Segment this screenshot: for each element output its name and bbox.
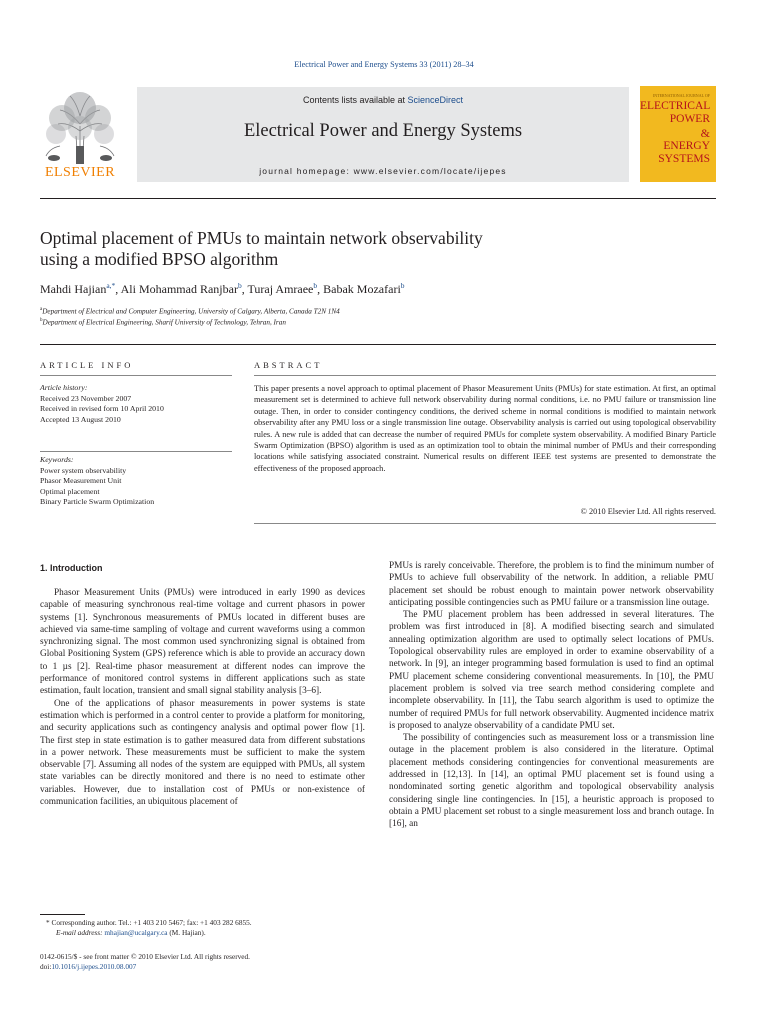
cover-ampersand: & — [700, 126, 710, 140]
affiliation-mark: b — [40, 318, 43, 323]
keywords-block — [40, 455, 230, 508]
email-suffix: (M. Hajian). — [167, 928, 206, 937]
journal-title: Electrical Power and Energy Systems — [243, 121, 523, 141]
author-sep: , — [317, 282, 324, 296]
abstract-heading: ABSTRACT — [254, 360, 323, 370]
paragraph: Phasor Measurement Units (PMUs) were introduced in early 1990 as devices capable of measuring synchronous real-time voltage and current phasors in power systems [1]. Synchronous measurements of PMUs located in different buses are achieved via same-time sampling of voltage and current waveforms using a common synchronizing signal. The most common used synchronizing signal is obtained from Global Positioning System (GPS) reference which is able to provide an accuracy down to 1 µs [2]. Real-time phasor measurement at different nodes can improve the performance of monitored control systems in different applications such as state estimation, fault location, transient and small signal stability analysis [3–6]. — [40, 588, 365, 697]
author-sep: , — [241, 282, 248, 296]
author-name: Mahdi Hajian — [40, 282, 107, 296]
affiliation-a — [40, 307, 340, 315]
meta-divider — [40, 344, 716, 345]
author-sep: , — [115, 282, 121, 296]
paper-title — [40, 228, 680, 270]
publisher-name: ELSEVIER — [44, 165, 116, 180]
article-info-heading: ARTICLE INFO — [40, 360, 134, 370]
cover-subtitle: INTERNATIONAL JOURNAL OF — [652, 93, 710, 98]
keyword: Binary Particle Swarm Optimization — [40, 497, 155, 506]
body-column-left — [40, 587, 365, 808]
journal-citation[interactable]: Electrical Power and Energy Systems 33 (2011) 28–34 — [294, 60, 474, 69]
affiliation-text: Department of Electrical and Computer Engineering, University of Calgary, Alberta, Canada T2N 1N4 — [42, 307, 340, 316]
keywords-label: Keywords: — [40, 455, 74, 464]
paragraph: PMUs is rarely conceivable. Therefore, the problem is to find the minimum number of PMUs to achieve full observability of the network. In addition, a reliable PMU placement set should be robust enough to maintain power network observability anticipating possible contingencies such as PMU failure or a transmission line outage. — [389, 561, 714, 608]
section-heading-introduction: 1. Introduction — [40, 563, 103, 573]
article-info-rule — [40, 375, 232, 376]
abstract-bottom-rule — [254, 523, 716, 524]
received-date: Received 23 November 2007 — [40, 393, 132, 403]
author-name: Babak Mozafari — [323, 282, 401, 296]
contents-line — [137, 95, 629, 105]
keyword: Optimal placement — [40, 486, 100, 496]
copyright-notice: © 2010 Elsevier Ltd. All rights reserved. — [580, 507, 716, 516]
title-line-1: Optimal placement of PMUs to maintain network observability — [40, 228, 483, 248]
article-history — [40, 383, 230, 425]
footnote-email-line — [40, 928, 365, 938]
journal-cover — [640, 86, 716, 182]
affiliation-mark: a — [40, 307, 43, 312]
contents-prefix: Contents lists available at — [302, 95, 408, 105]
cover-word-electrical: ELECTRICAL — [640, 100, 711, 112]
author-affil-mark[interactable]: b — [237, 281, 242, 290]
title-line-2: using a modified BPSO algorithm — [40, 249, 279, 269]
doi-line — [40, 962, 250, 972]
doi-link[interactable]: 10.1016/j.ijepes.2010.08.007 — [51, 962, 137, 971]
body-column-right — [389, 560, 714, 831]
author-affil-mark[interactable]: b — [400, 281, 405, 290]
paragraph: The PMU placement problem has been addressed in several literatures. The problem was first introduced in [8]. A modified bisecting search and simulated annealing optimization algorithm are used to optimally select locations of PMUs. Topological observability rules are employed in order to examine observability of a network. In [9], an integer programming based formulation is used to find an optimal PMU placement scheme considering conventional measurements. In [10], the PMU placement problem is solved via tree search method considering complete and incomplete observability. In [11], the Tabu search algorithm is used to optimize the number of required PMUs for full network observability. Augmented incidence matrix is proposed to analyze observability of a candidate PMU set. — [389, 610, 714, 731]
corresponding-author-footnote — [40, 918, 365, 938]
history-label: Article history: — [40, 383, 88, 392]
author-name: Turaj Amraee — [247, 282, 314, 296]
author-list — [40, 281, 405, 297]
cover-word-power: POWER — [669, 113, 710, 125]
keywords-rule — [40, 451, 232, 452]
abstract-rule — [254, 375, 716, 376]
paragraph: One of the applications of phasor measurements in power systems is state estimation which is performed in a control center to provide a platform for monitoring, and security applications such as contingency analysis and optimal power flow [1]. The first step in state estimation is to gather measured data from different substations in a power network. These measurements must be sufficient to make the system observable [7]. Assuming all nodes of the system are equipped with PMUs, all system state variables can be directly monitored and there is no need to estimate other variables. However, due to installation cost of PMUs or non-existence of communication facilities, an ubiquitous placement of — [40, 698, 365, 808]
accepted-date: Accepted 13 August 2010 — [40, 414, 121, 424]
footnote-rule — [40, 914, 85, 915]
cover-word-systems: SYSTEMS — [658, 153, 710, 165]
keyword: Phasor Measurement Unit — [40, 476, 122, 485]
cover-word-energy: ENERGY — [663, 140, 710, 152]
header-divider — [40, 198, 716, 199]
doi-label: doi: — [40, 962, 52, 971]
affiliation-text: Department of Electrical Engineering, Sharif University of Technology, Tehran, Iran — [42, 318, 286, 327]
author-name: Ali Mohammad Ranjbar — [120, 282, 238, 296]
email-label: E-mail address: — [56, 928, 105, 937]
revised-date: Received in revised form 10 April 2010 — [40, 404, 164, 413]
abstract-text: This paper presents a novel approach to optimal placement of Phasor Measurement Units (PMUs) for state estimation. At first, an optimal measurement set is determined to achieve full network observability during normal conditions, i.e. no PMU failure or transmission line outage. Then, in order to consider contingency conditions, the derived scheme in normal conditions is modified to maintain network observability after any PMU loss or a single transmission line outage. Observability analysis is carried out using topological observability rules. A new rule is added that can decrease the number of required PMUs for complete system observability. A modified Binary Particle Swarm Optimization (BPSO) algorithm is used as an optimization tool to obtain the minimal number of PMUs and their corresponding locations while satisfying associated constraint. Numerical results on different IEEE test systems are presented to demonstrate the effectiveness of the proposed approach. — [254, 384, 716, 473]
author-affil-mark[interactable]: b — [313, 281, 318, 290]
paragraph: The possibility of contingencies such as measurement loss or a transmission line outage in the placement problem is also considered in the literature. Optimal placement methods considering contingencies for conventional measurements are addressed in [12,13]. In [14], an optimal PMU placement set is found using a nondominated sorting genetic algorithm and topological observability analysis considering single line contingencies. In [15], a heuristic approach is proposed to obtain a PMU placement set robust to a single measurement loss and branch outage. In [16], an — [389, 733, 714, 830]
page-footer — [40, 952, 250, 972]
author-email-link[interactable]: mhajian@ucalgary.ca — [104, 928, 168, 937]
journal-homepage[interactable]: journal homepage: www.elsevier.com/locate/ijepes — [259, 166, 507, 176]
sciencedirect-link[interactable]: ScienceDirect — [407, 95, 464, 105]
keyword: Power system observability — [40, 465, 127, 475]
issn-line: 0142-0615/$ - see front matter © 2010 Elsevier Ltd. All rights reserved. — [40, 952, 251, 961]
footnote-contact: * Corresponding author. Tel.: +1 403 210 5467; fax: +1 403 282 6855. — [46, 918, 252, 927]
author-affil-mark[interactable]: a,* — [106, 281, 116, 290]
affiliation-b — [40, 318, 286, 326]
